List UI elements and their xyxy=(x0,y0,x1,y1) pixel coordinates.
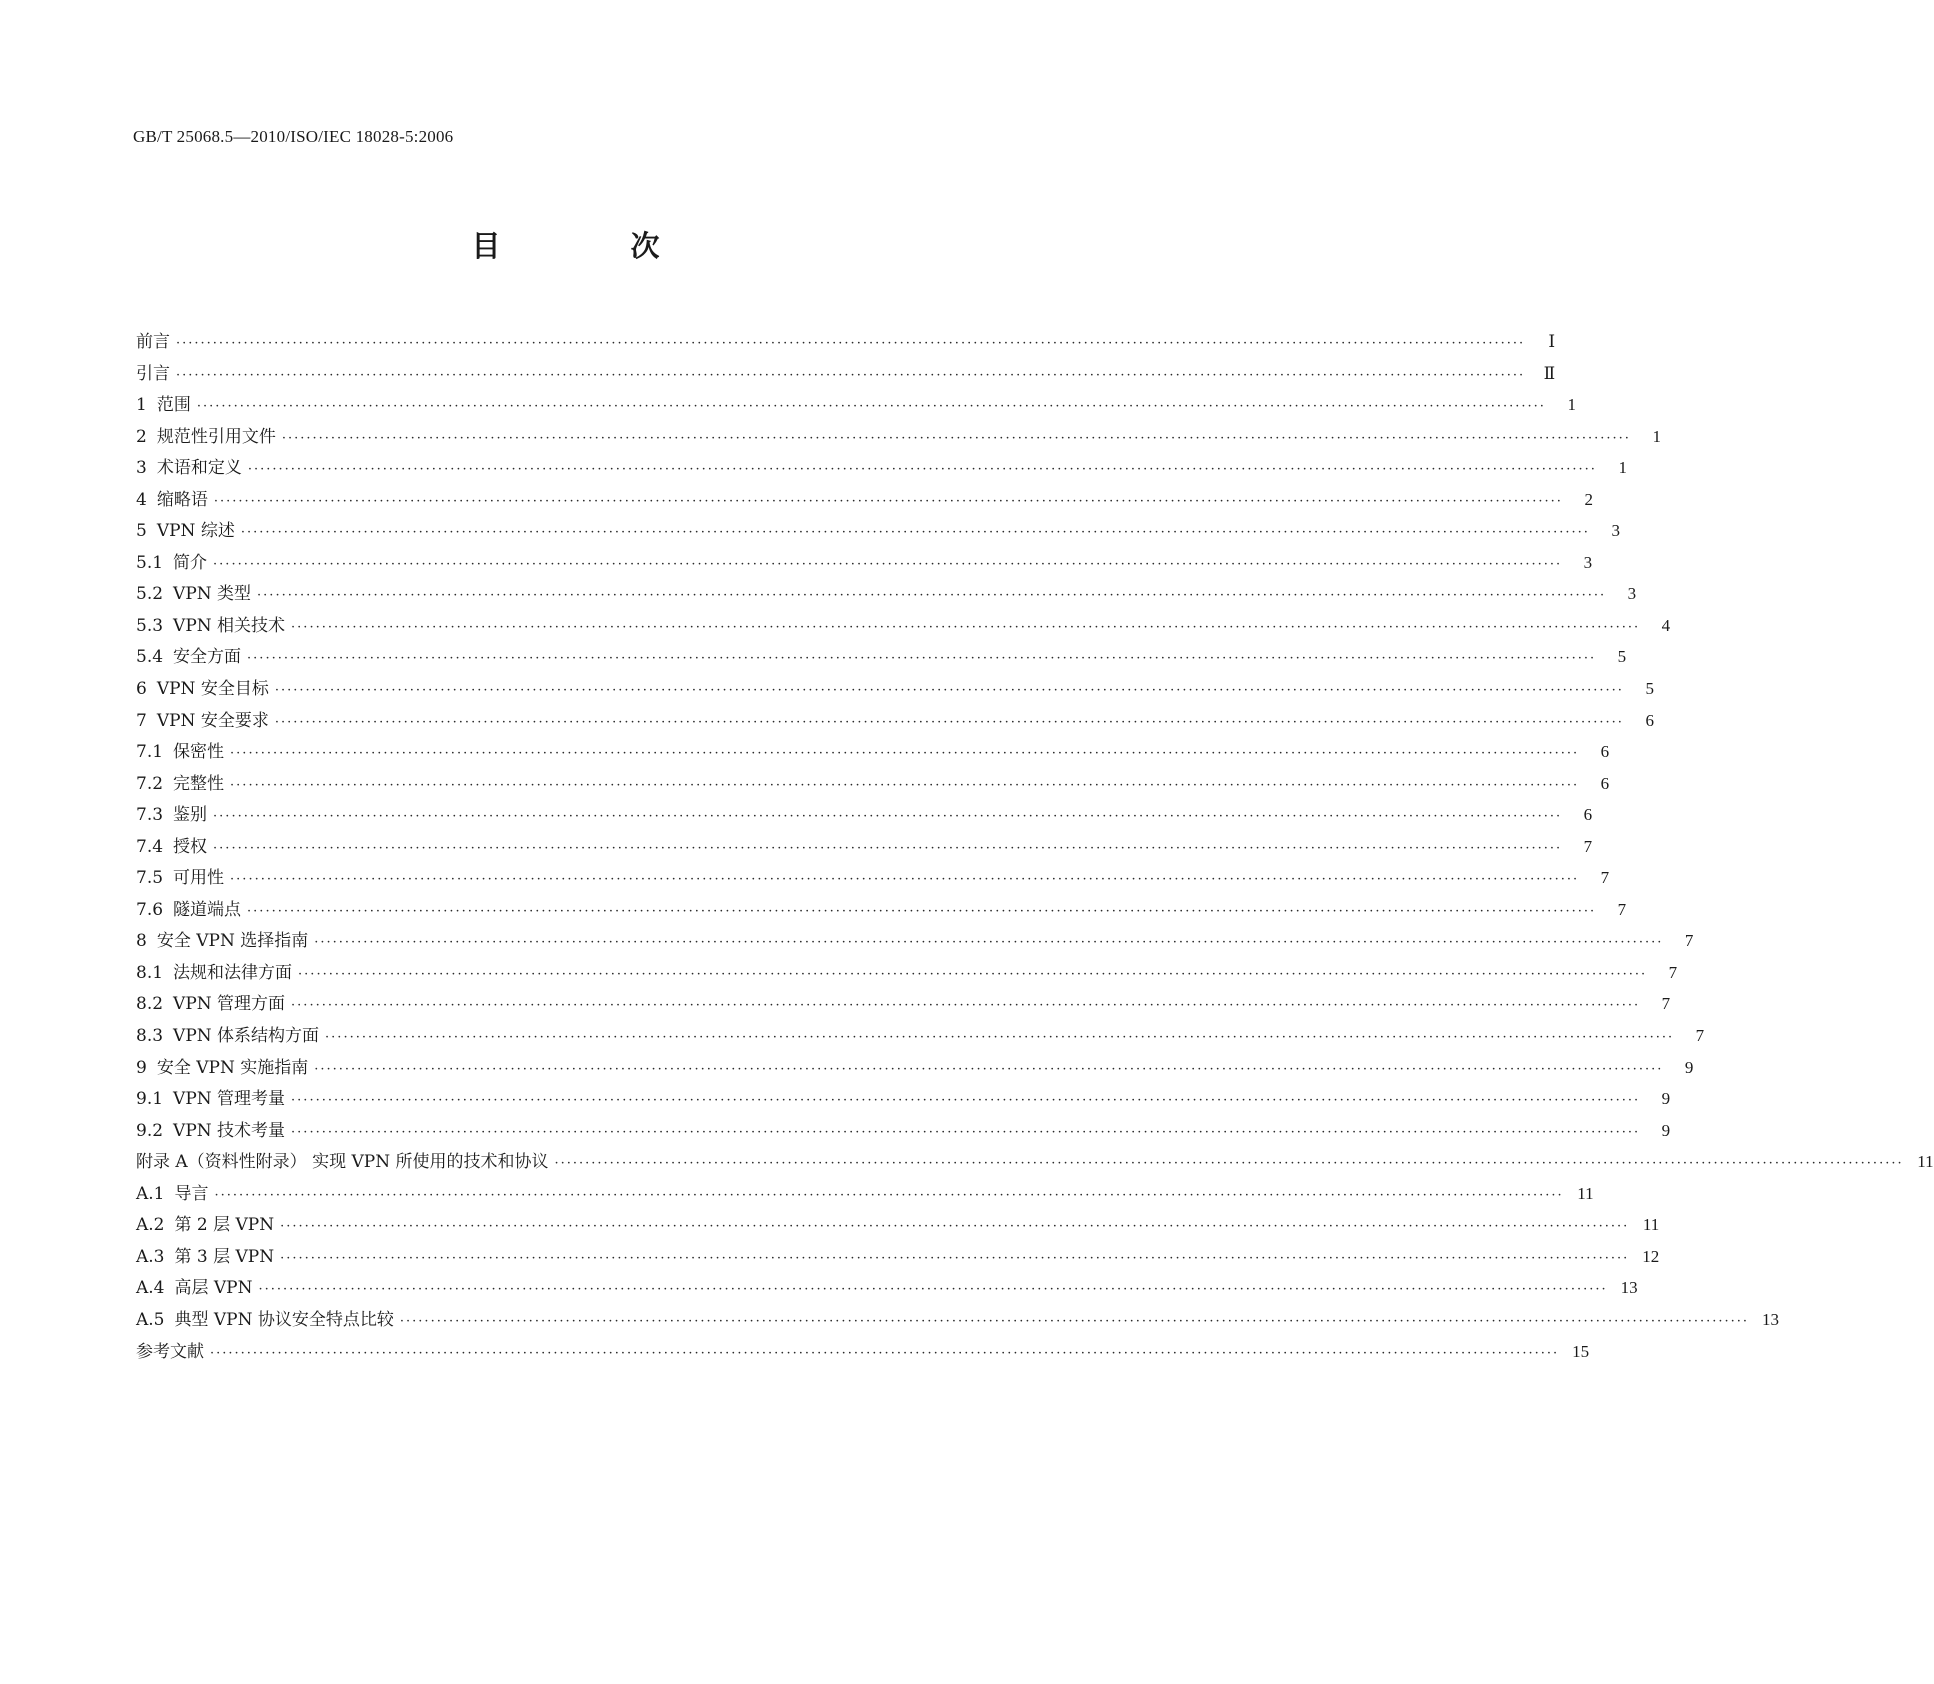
toc-entry[interactable] xyxy=(136,1083,1671,1115)
toc-entry[interactable] xyxy=(136,515,1620,547)
toc-entry-label: VPN 安全要求 xyxy=(156,710,269,731)
toc-entry-page-number: 1 xyxy=(1618,458,1627,478)
toc-entry-page-number: 1 xyxy=(1652,426,1661,446)
toc-leader-dots: ···························································································································································································································· xyxy=(213,556,1563,572)
toc-entry-label: 可用性 xyxy=(173,868,225,889)
toc-entry-label: VPN 安全目标 xyxy=(156,679,269,700)
toc-entry-page-number: 6 xyxy=(1645,710,1654,730)
toc-entry-label: VPN 管理方面 xyxy=(173,994,286,1015)
toc-entry[interactable] xyxy=(136,358,1556,390)
toc-leader-dots: ···························································································································································································································· xyxy=(230,872,1580,888)
toc-entry-number: 2 xyxy=(136,426,147,447)
toc-leader-dots: ···························································································································································································································· xyxy=(257,588,1607,604)
toc-entry-number: 7.6 xyxy=(136,899,164,920)
toc-entry-page-number: 5 xyxy=(1617,647,1627,667)
toc-leader-dots: ···························································································································································································································· xyxy=(210,1345,1560,1361)
toc-entry[interactable] xyxy=(136,484,1593,516)
toc-entry-label: 安全 VPN 选择指南 xyxy=(156,931,309,952)
toc-leader-dots: ···························································································································································································································· xyxy=(247,651,1597,667)
toc-entry-label: 规范性引用文件 xyxy=(156,426,276,447)
toc-entry-page-number: 13 xyxy=(1762,1309,1780,1329)
toc-entry[interactable] xyxy=(136,1178,1594,1210)
toc-entry-label: VPN 相关技术 xyxy=(173,615,286,636)
toc-entry-number: 5.2 xyxy=(136,584,164,605)
toc-entry-number: 8.3 xyxy=(136,1026,164,1047)
toc-entry-number: 9 xyxy=(136,1057,147,1078)
toc-entry[interactable] xyxy=(136,831,1593,863)
toc-entry-label: VPN 技术考量 xyxy=(173,1120,286,1141)
toc-leader-dots: ···························································································································································································································· xyxy=(280,1250,1630,1266)
toc-entry-number: A.4 xyxy=(136,1278,165,1299)
toc-entry-label: 简介 xyxy=(173,552,208,573)
toc-entry-label: VPN 类型 xyxy=(173,584,252,605)
toc-entry-page-number: 4 xyxy=(1661,615,1671,635)
toc-entry-label: 第 3 层 VPN xyxy=(174,1246,275,1267)
toc-entry[interactable] xyxy=(136,547,1593,579)
toc-entry-page-number: 9 xyxy=(1661,1089,1671,1109)
toc-leader-dots: ···························································································································································································································· xyxy=(176,367,1526,383)
toc-entry[interactable] xyxy=(136,736,1610,768)
toc-entry-label: 导言 xyxy=(174,1183,209,1204)
toc-leader-dots: ···························································································································································································································· xyxy=(281,430,1631,446)
toc-entry-page-number: 11 xyxy=(1642,1215,1660,1235)
toc-entry[interactable] xyxy=(136,610,1671,642)
toc-entry[interactable] xyxy=(136,578,1637,610)
toc-entry[interactable] xyxy=(136,421,1661,453)
toc-leader-dots: ···························································································································································································································· xyxy=(196,399,1546,415)
toc-entry-label: 保密性 xyxy=(173,742,225,763)
toc-entry-page-number: 7 xyxy=(1617,899,1627,919)
toc-entry[interactable] xyxy=(136,389,1576,421)
toc-entry-label: 引言 xyxy=(136,363,170,384)
toc-entry[interactable] xyxy=(136,705,1654,737)
toc-entry-number: 9.2 xyxy=(136,1120,164,1141)
toc-entry[interactable] xyxy=(136,799,1593,831)
toc-entry[interactable] xyxy=(136,768,1610,800)
toc-entry-page-number: 6 xyxy=(1600,773,1610,793)
toc-entry-label: 授权 xyxy=(173,836,208,857)
toc-entry-page-number: 7 xyxy=(1695,1026,1705,1046)
toc-entry[interactable] xyxy=(136,452,1627,484)
toc-leader-dots: ···························································································································································································································· xyxy=(240,525,1590,541)
toc-entry-page-number: 2 xyxy=(1584,489,1593,509)
toc-entry-label: 缩略语 xyxy=(156,489,208,510)
toc-entry-page-number: Ⅰ xyxy=(1548,332,1556,351)
toc-entry-number: 7.2 xyxy=(136,773,164,794)
toc-entry-page-number: 5 xyxy=(1645,679,1654,699)
toc-leader-dots: ···························································································································································································································· xyxy=(274,714,1624,730)
toc-leader-dots: ···························································································································································································································· xyxy=(247,903,1597,919)
toc-entry[interactable] xyxy=(136,1115,1671,1147)
toc-entry[interactable] xyxy=(136,1272,1638,1304)
toc-leader-dots: ···························································································································································································································· xyxy=(213,493,1563,509)
toc-entry-number: A.2 xyxy=(136,1215,165,1236)
toc-leader-dots: ···························································································································································································································· xyxy=(298,966,1648,982)
toc-leader-dots: ···························································································································································································································· xyxy=(291,619,1641,635)
toc-entry-number: 1 xyxy=(136,395,147,416)
toc-entry-label: 高层 VPN xyxy=(174,1278,253,1299)
toc-entry-number: 7.4 xyxy=(136,836,164,857)
toc-entry-number: A.3 xyxy=(136,1246,165,1267)
toc-entry[interactable] xyxy=(136,1146,1934,1178)
toc-entry-page-number: 7 xyxy=(1583,836,1593,856)
toc-leader-dots: ···························································································································································································································· xyxy=(213,809,1563,825)
toc-entry-label: 安全 VPN 实施指南 xyxy=(156,1057,309,1078)
toc-entry-number: 9.1 xyxy=(136,1089,164,1110)
toc-entry[interactable] xyxy=(136,1052,1694,1084)
toc-entry-page-number: 15 xyxy=(1572,1341,1590,1361)
toc-entry-page-number: 3 xyxy=(1583,552,1593,572)
toc-leader-dots: ···························································································································································································································· xyxy=(399,1313,1750,1329)
toc-entry[interactable] xyxy=(136,1020,1705,1052)
toc-entry-number: 4 xyxy=(136,489,147,510)
toc-entry-page-number: 7 xyxy=(1668,962,1678,982)
toc-entry-label: 前言 xyxy=(136,332,170,352)
toc-entry-page-number: 3 xyxy=(1627,584,1637,604)
toc-entry-number: 7.1 xyxy=(136,742,164,763)
toc-entry-number: 7.3 xyxy=(136,805,164,826)
toc-entry-page-number: 6 xyxy=(1583,805,1593,825)
toc-entry-number: 5 xyxy=(136,521,147,542)
toc-leader-dots: ···························································································································································································································· xyxy=(291,1093,1641,1109)
table-of-contents xyxy=(136,326,1934,1367)
toc-leader-dots: ···························································································································································································································· xyxy=(280,1219,1630,1235)
toc-leader-dots: ···························································································································································································································· xyxy=(214,1187,1564,1203)
toc-entry-label: 鉴别 xyxy=(173,805,208,826)
toc-entry-label: 附录 A（资料性附录） 实现 VPN 所使用的技术和协议 xyxy=(136,1152,549,1173)
document-header-code: GB/T 25068.5—2010/ISO/IEC 18028-5:2006 xyxy=(133,127,454,146)
toc-entry-page-number: 9 xyxy=(1661,1120,1671,1140)
toc-entry-label: 术语和定义 xyxy=(156,458,242,479)
toc-entry-page-number: 13 xyxy=(1620,1278,1638,1298)
toc-entry-label: 典型 VPN 协议安全特点比较 xyxy=(174,1309,394,1330)
toc-entry[interactable] xyxy=(136,326,1556,358)
toc-entry-number: 3 xyxy=(136,458,147,479)
toc-entry-number: A.5 xyxy=(136,1309,165,1330)
toc-entry-page-number: 7 xyxy=(1661,994,1671,1014)
toc-entry-label: VPN 综述 xyxy=(156,521,235,542)
toc-entry-page-number: 11 xyxy=(1917,1152,1934,1172)
toc-entry[interactable] xyxy=(136,1209,1660,1241)
toc-entry-number: A.1 xyxy=(136,1183,165,1204)
toc-entry-label: 法规和法律方面 xyxy=(173,962,293,983)
toc-entry-page-number: 11 xyxy=(1577,1183,1594,1203)
toc-leader-dots: ···························································································································································································································· xyxy=(247,462,1597,478)
toc-entry[interactable] xyxy=(136,957,1678,989)
toc-entry-number: 7.5 xyxy=(136,868,164,889)
toc-leader-dots: ···························································································································································································································· xyxy=(291,1124,1641,1140)
toc-entry-page-number: 9 xyxy=(1684,1057,1694,1077)
toc-leader-dots: ···························································································································································································································· xyxy=(314,935,1664,951)
toc-entry-number: 5.3 xyxy=(136,615,164,636)
toc-entry[interactable] xyxy=(136,641,1627,673)
toc-entry-number: 8.1 xyxy=(136,962,164,983)
toc-entry-label: VPN 体系结构方面 xyxy=(173,1026,320,1047)
toc-entry-number: 7 xyxy=(136,710,147,731)
toc-leader-dots: ···························································································································································································································· xyxy=(291,998,1641,1014)
toc-entry[interactable] xyxy=(136,862,1610,894)
toc-entry-label: 第 2 层 VPN xyxy=(174,1215,275,1236)
toc-leader-dots: ···························································································································································································································· xyxy=(274,683,1624,699)
toc-leader-dots: ···························································································································································································································· xyxy=(325,1030,1675,1046)
toc-entry-page-number: 3 xyxy=(1611,521,1620,541)
toc-entry[interactable] xyxy=(136,1304,1780,1336)
toc-leader-dots: ···························································································································································································································· xyxy=(213,840,1563,856)
toc-entry-page-number: 12 xyxy=(1642,1246,1660,1266)
toc-entry-number: 5.4 xyxy=(136,647,164,668)
toc-leader-dots: ···························································································································································································································· xyxy=(554,1156,1904,1172)
toc-entry-number: 8.2 xyxy=(136,994,164,1015)
toc-entry-page-number: 7 xyxy=(1600,868,1610,888)
toc-entry-page-number: 6 xyxy=(1600,742,1610,762)
toc-entry[interactable] xyxy=(136,673,1654,705)
toc-entry[interactable] xyxy=(136,925,1694,957)
toc-entry-label: VPN 管理考量 xyxy=(173,1089,286,1110)
toc-leader-dots: ···························································································································································································································· xyxy=(230,777,1580,793)
toc-entry[interactable] xyxy=(136,988,1671,1020)
toc-entry-page-number: Ⅱ xyxy=(1543,363,1556,383)
toc-entry-number: 8 xyxy=(136,931,147,952)
toc-entry-label: 安全方面 xyxy=(173,647,242,668)
toc-leader-dots: ···························································································································································································································· xyxy=(176,336,1526,351)
toc-leader-dots: ···························································································································································································································· xyxy=(314,1061,1664,1077)
toc-entry-label: 参考文献 xyxy=(136,1341,204,1362)
toc-entry[interactable] xyxy=(136,1336,1590,1368)
toc-entry-label: 范围 xyxy=(156,395,191,416)
toc-entry-number: 5.1 xyxy=(136,552,164,573)
toc-leader-dots: ···························································································································································································································· xyxy=(230,746,1580,762)
toc-entry-page-number: 7 xyxy=(1684,931,1694,951)
toc-entry-label: 隧道端点 xyxy=(173,899,242,920)
toc-entry-label: 完整性 xyxy=(173,773,225,794)
toc-entry[interactable] xyxy=(136,894,1627,926)
toc-entry[interactable] xyxy=(136,1241,1660,1273)
toc-entry-number: 6 xyxy=(136,679,147,700)
page-title: 目 次 xyxy=(471,229,720,263)
toc-leader-dots: ···························································································································································································································· xyxy=(258,1282,1608,1298)
toc-entry-page-number: 1 xyxy=(1567,395,1576,415)
